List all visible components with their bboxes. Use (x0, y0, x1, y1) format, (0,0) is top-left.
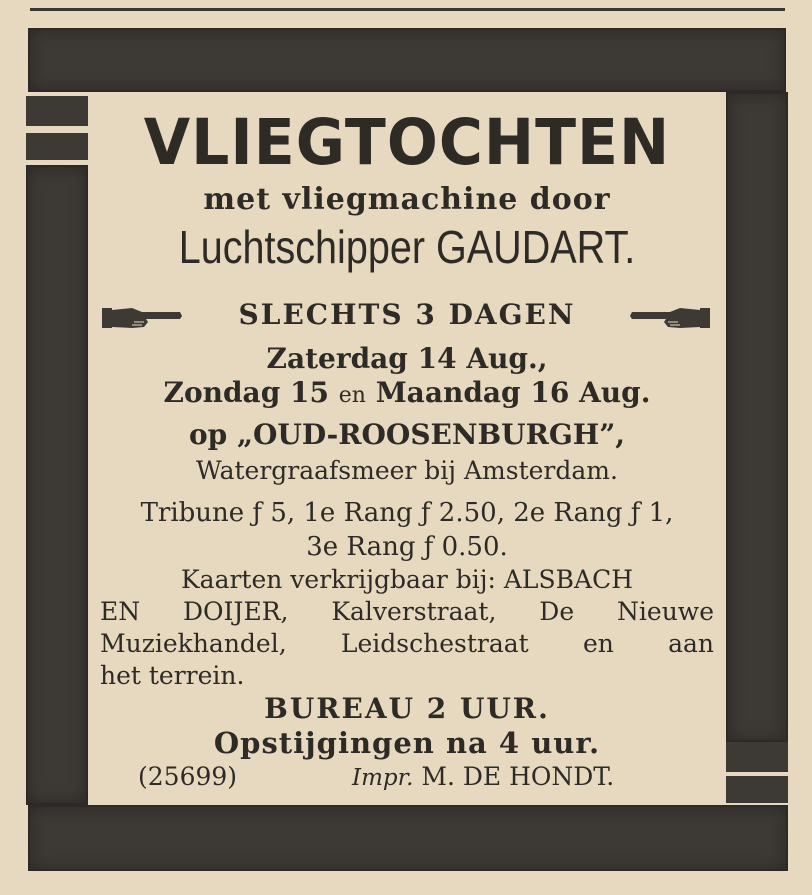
date-monday: Maandag 16 Aug. (375, 376, 651, 409)
date-sunday: Zondag 15 (163, 376, 329, 409)
printer-name: M. DE HONDT. (421, 762, 615, 791)
top-rule (30, 8, 785, 11)
date-conjunction: en (338, 383, 366, 408)
date-line-1: Zaterdag 14 Aug., (266, 342, 548, 375)
tickets-line-4: het terrein. (100, 661, 245, 690)
frame-top-border (28, 28, 786, 92)
frame-bottom-border (28, 805, 788, 871)
prices-line-1: Tribune ƒ 5, 1e Rang ƒ 2.50, 2e Rang ƒ 1, (140, 498, 674, 528)
prices-line-2: 3e Rang ƒ 0.50. (306, 532, 508, 562)
tickets-line-3: Muziekhandel, Leidschestraat en aan (100, 629, 714, 658)
ascent-time: Opstijgingen na 4 uur. (213, 726, 601, 760)
aviator-name: Luchtschipper GAUDART. (178, 221, 636, 273)
venue: op „OUD-ROOSENBURGH”, (188, 418, 626, 451)
bureau-time: BUREAU 2 UUR. (264, 692, 550, 725)
location: Watergraafsmeer bij Amsterdam. (196, 456, 618, 485)
frame-corner-block (726, 742, 788, 772)
pointing-hand-left-icon (628, 300, 710, 334)
frame-corner-block (26, 133, 88, 160)
ad-title: VLIEGTOCHTEN (143, 106, 671, 180)
duration-banner: SLECHTS 3 DAGEN (238, 298, 576, 331)
tickets-line-1: Kaarten verkrijgbaar bij: ALSBACH (180, 565, 633, 594)
frame-right-border (726, 92, 788, 742)
frame-corner-block (26, 96, 88, 126)
printer-credit (352, 762, 614, 791)
printer-prefix: Impr. (352, 765, 414, 791)
tickets-line-2: EN DOIJER, Kalverstraat, De Nieuwe (100, 597, 714, 626)
frame-corner-block (726, 776, 788, 803)
date-line-2 (100, 376, 714, 409)
ad-subtitle: met vliegmachine door (203, 182, 611, 217)
ad-number: (25699) (138, 762, 238, 791)
frame-left-border (26, 165, 88, 805)
